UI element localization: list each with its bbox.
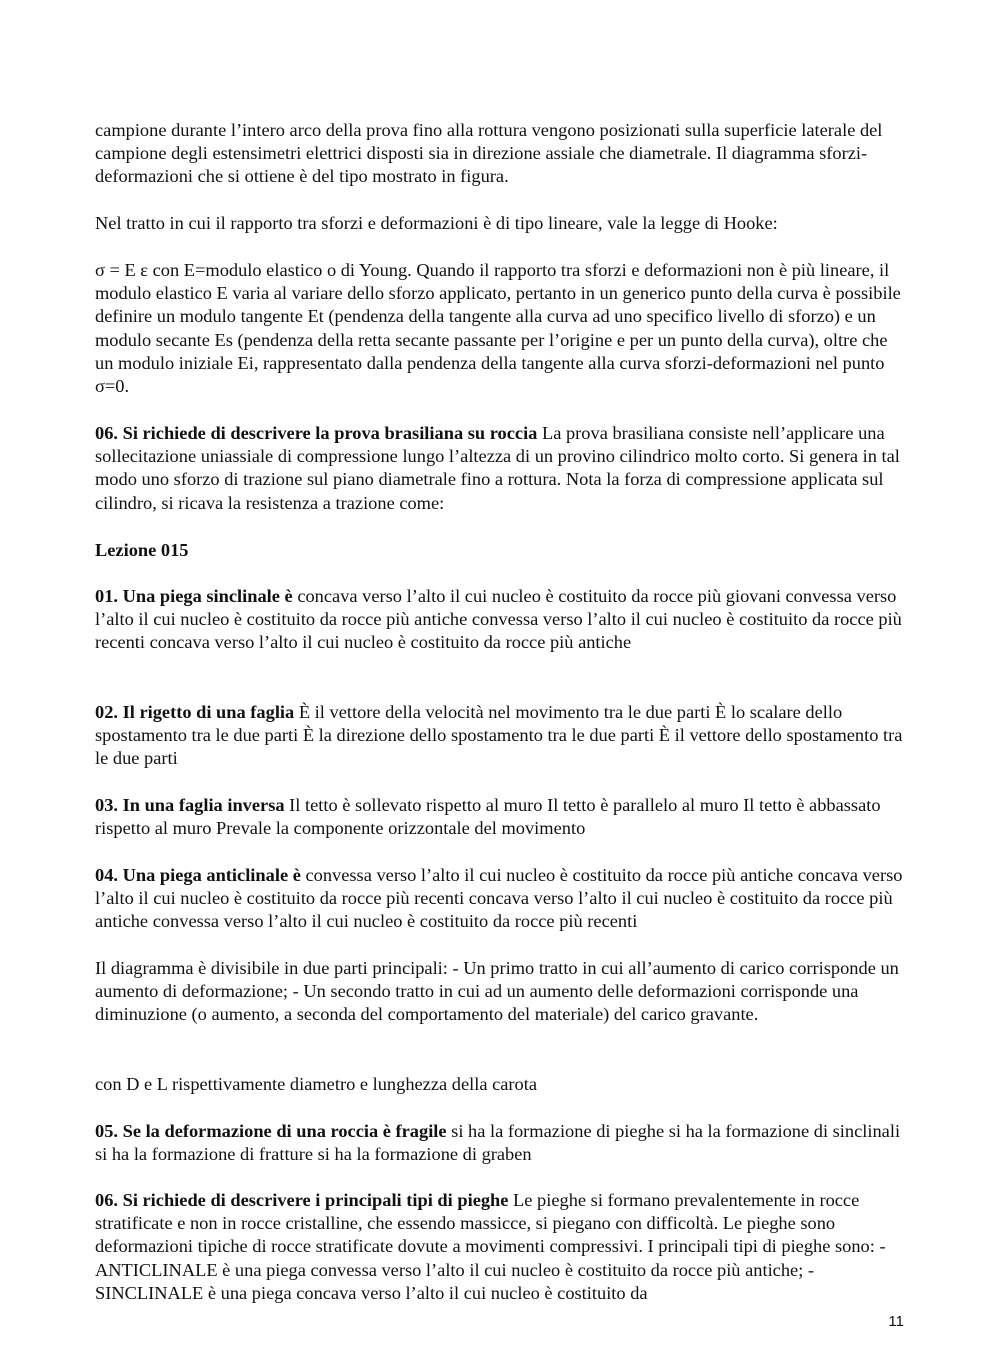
paragraph-text: σ = E ε con E=modulo elastico o di Young. Quando il rapporto tra sforzi e deformazioni non è più lineare, il modulo elastico E varia al variare dello sforzo applicato, pertanto in un generico punto della curva è possibile definire un modulo tangente Et (pendenza della tangente alla curva ad uno specifico livello di sforzo) e un modulo secante Es (pendenza della retta secante passante per l’origine e per un punto della curva), oltre che un modulo iniziale Ei, rappresentato dalla pendenza della tangente alla curva sforzi-deformazioni nel punto σ=0.	[95, 260, 901, 397]
question-heading: 04. Una piega anticlinale è	[95, 865, 301, 885]
paragraph-brazilian-test	[95, 422, 907, 515]
question-heading: 03. In una faglia inversa	[95, 795, 285, 815]
question-answers: concava verso l’alto il cui nucleo è costituito da rocce più giovani convessa verso l’alto il cui nucleo è costituito da rocce più antiche convessa verso l’alto il cui nucleo è costituito da rocce più recenti concava verso l’alto il cui nucleo è costituito da rocce più antiche	[95, 586, 902, 653]
paragraph-text: Nel tratto in cui il rapporto tra sforzi e deformazioni è di tipo lineare, vale la legge di Hooke:	[95, 213, 778, 233]
paragraph-elastic-modulus	[95, 259, 907, 398]
question-heading: 06. Si richiede di descrivere la prova brasiliana su roccia	[95, 423, 538, 443]
question-fault-throw	[95, 701, 907, 771]
question-heading: 06. Si richiede di descrivere i principali tipi di pieghe	[95, 1190, 509, 1210]
paragraph-text: La prova brasiliana consiste nell’applicare una sollecitazione uniassiale di compressione lungo l’altezza di un provino cilindrico molto corto. Si genera in tal modo uno sforzo di trazione sul piano diametrale fino a rottura. Nota la forza di compressione applicata sul cilindro, si ricava la resistenza a trazione come:	[95, 423, 900, 513]
paragraph-core-dimensions	[95, 1073, 907, 1096]
lesson-title: Lezione 015	[95, 540, 189, 560]
question-reverse-fault	[95, 794, 907, 840]
paragraph-text: campione durante l’intero arco della prova fino alla rottura vengono posizionati sulla superficie laterale del campione degli estensimetri elettrici disposti sia in direzione assiale che diametrale. Il diagramma sforzi-deformazioni che si ottiene è del tipo mostrato in figura.	[95, 120, 883, 187]
question-heading: 02. Il rigetto di una faglia	[95, 702, 295, 722]
paragraph-diagram-parts	[95, 957, 907, 1027]
page-number: 11	[888, 1313, 904, 1330]
question-answers: si ha la formazione di pieghe si ha la formazione di sinclinali si ha la formazione di fratture si ha la formazione di graben	[95, 1121, 901, 1165]
paragraph-stress-strain-intro	[95, 119, 907, 189]
lesson-heading	[95, 539, 907, 562]
question-syncline	[95, 585, 907, 655]
question-heading: 01. Una piega sinclinale è	[95, 586, 293, 606]
question-answers: Il tetto è sollevato rispetto al muro Il tetto è parallelo al muro Il tetto è abbassato rispetto al muro Prevale la componente orizzontale del movimento	[95, 795, 881, 839]
paragraph-text: con D e L rispettivamente diametro e lunghezza della carota	[95, 1074, 538, 1094]
paragraph-hooke-law	[95, 212, 907, 235]
question-answers: È il vettore della velocità nel movimento tra le due parti È lo scalare dello spostamento tra le due parti È la direzione dello spostamento tra le due parti È il vettore dello spostamento tra le due parti	[95, 702, 903, 769]
question-brittle-deformation	[95, 1120, 907, 1166]
paragraph-text: Le pieghe si formano prevalentemente in rocce stratificate e non in rocce cristalline, che essendo massicce, si piegano con difficoltà. Le pieghe sono deformazioni tipiche di rocce stratificate dovute a movimenti compressivi. I principali tipi di pieghe sono: - ANTICLINALE è una piega convessa verso l’alto il cui nucleo è costituito da rocce più antiche; - SINCLINALE è una piega concava verso l’alto il cui nucleo è costituito da	[95, 1190, 886, 1303]
question-heading: 05. Se la deformazione di una roccia è fragile	[95, 1121, 447, 1141]
question-answers: convessa verso l’alto il cui nucleo è costituito da rocce più antiche concava verso l’alto il cui nucleo è costituito da rocce più recenti concava verso l’alto il cui nucleo è costituito da rocce più antiche convessa verso l’alto il cui nucleo è costituito da rocce più recenti	[95, 865, 903, 932]
question-anticline	[95, 864, 907, 934]
paragraph-text: Il diagramma è divisibile in due parti principali: - Un primo tratto in cui all’aumento di carico corrisponde un aumento di deformazione; - Un secondo tratto in cui ad un aumento delle deformazioni corrisponde una diminuzione (o aumento, a seconda del comportamento del materiale) del carico gravante.	[95, 958, 899, 1025]
question-fold-types	[95, 1189, 907, 1305]
